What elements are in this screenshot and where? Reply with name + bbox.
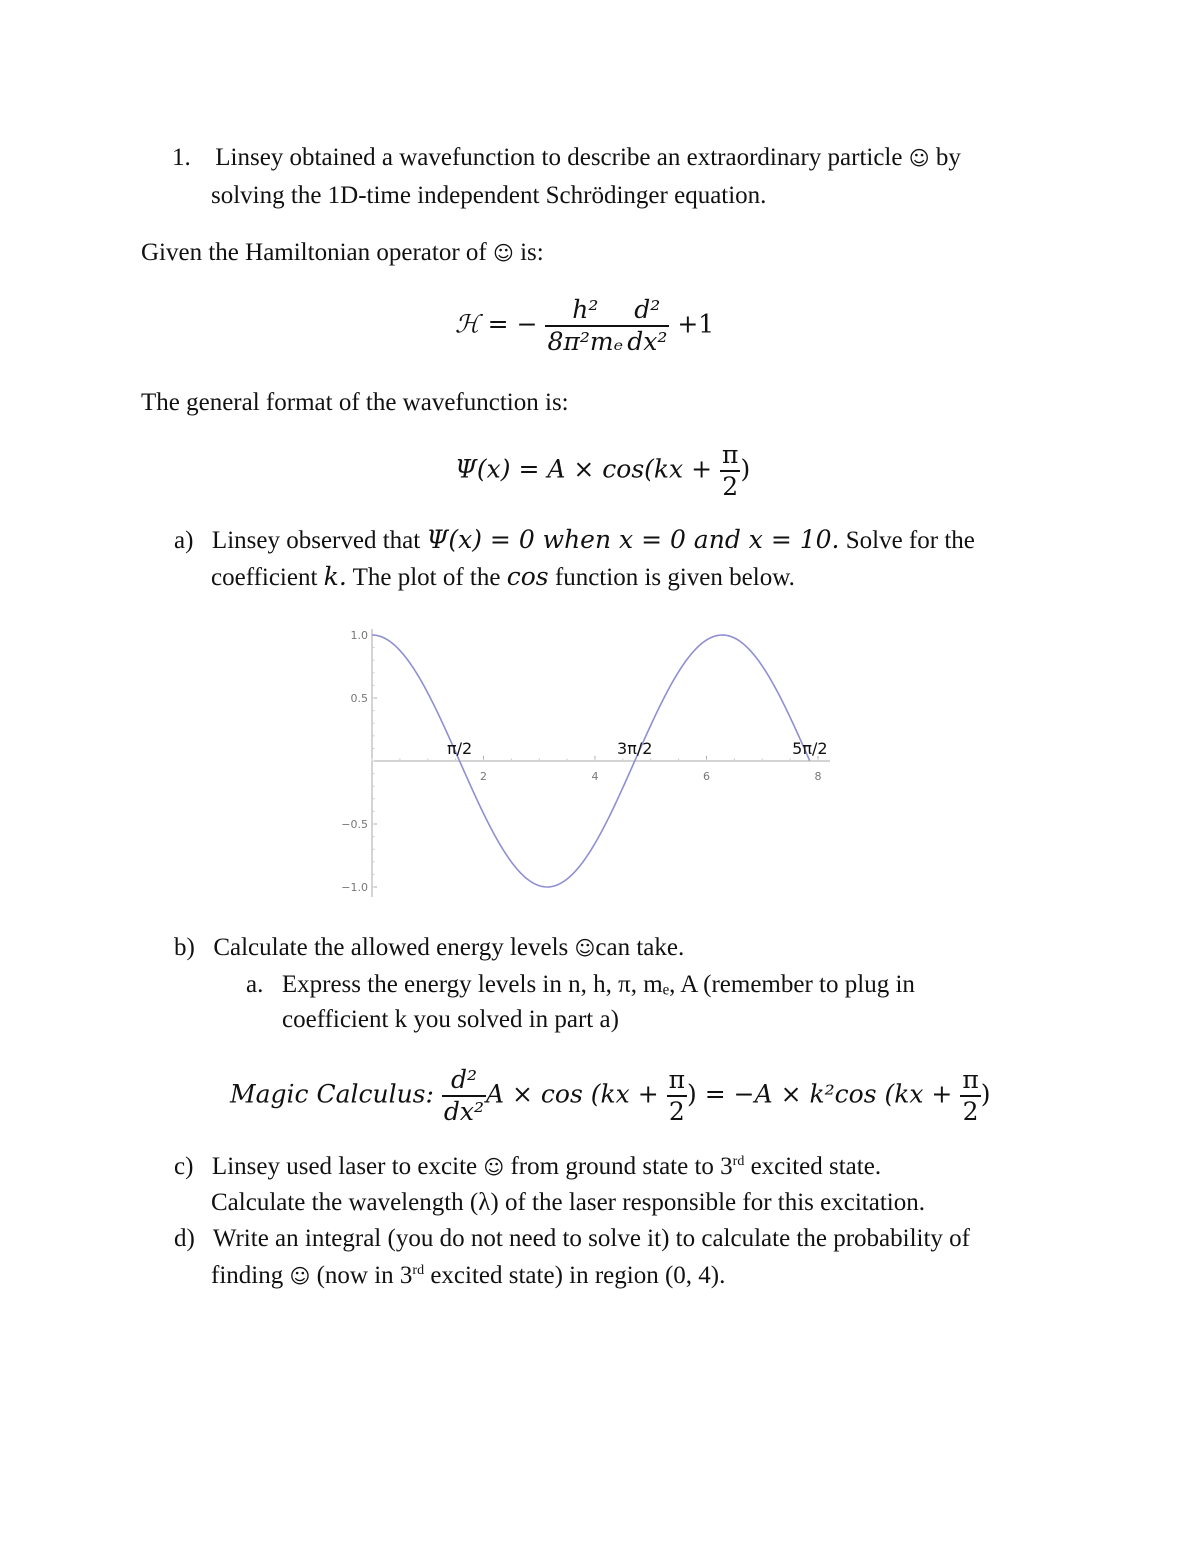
numerator: h² (572, 295, 599, 324)
magic-mid: A × cos (kx + (486, 1079, 659, 1109)
x-tick-label: 4 (591, 770, 599, 783)
x-tick-label: 8 (814, 770, 822, 783)
fraction-d2-over-dx2 (442, 1065, 486, 1127)
wavefunction-equation (455, 440, 750, 502)
numerator: d² (450, 1065, 477, 1094)
part-a-line1 (174, 525, 975, 556)
hamiltonian-intro (141, 238, 544, 268)
part-c-line1 (174, 1152, 881, 1182)
smiley-icon: ☺ (908, 146, 930, 170)
annotation-label: 3π/2 (617, 739, 653, 758)
plot-annotations (447, 739, 828, 758)
y-tick-label: −1.0 (341, 881, 368, 894)
superscript-rd: rd (732, 1154, 745, 1169)
coefficient-k: k. (323, 562, 347, 591)
fraction-pi-over-2 (667, 1065, 687, 1127)
part-b-label: b) (174, 934, 195, 961)
cos-plot (330, 615, 870, 905)
smiley-icon: ☺ (574, 936, 596, 960)
denominator: 2 (960, 1095, 980, 1127)
sub-label: a. (246, 971, 264, 998)
denominator: 8π²mₑ (547, 327, 624, 356)
part-c-text: Linsey used laser to excite (211, 1153, 478, 1180)
y-tick-label: −0.5 (341, 818, 368, 831)
question-number: 1. (172, 144, 191, 171)
closing-paren: ) (740, 454, 751, 484)
part-d-line2 (211, 1261, 725, 1291)
part-a-text: Linsey observed that (211, 527, 421, 554)
closing-paren: ) (980, 1079, 991, 1109)
equals-sign: = (487, 309, 509, 339)
y-tick-label: 0.5 (350, 692, 368, 705)
minus-sign: − (516, 309, 538, 339)
x-tick-label: 2 (480, 770, 487, 783)
hamiltonian-equation (455, 295, 714, 357)
annotation-label: π/2 (446, 739, 473, 758)
sub-text: Express the energy levels in n, h, π, mₑ, A (remember to plug in (281, 971, 915, 998)
part-b-text: Calculate the allowed energy levels (213, 934, 569, 961)
hamiltonian-intro-text: Given the Hamiltonian operator of (141, 239, 487, 266)
part-a-text-end: function is given below. (554, 564, 795, 591)
denominator: dx² (443, 1097, 485, 1126)
magic-calculus-label: Magic Calculus: (230, 1079, 434, 1109)
part-c-line2: Calculate the wavelength (λ) of the laser responsible for this excitation. (211, 1189, 925, 1216)
part-a-text-mid: The plot of the (352, 564, 501, 591)
question-text: Linsey obtained a wavefunction to describe an extraordinary particle (215, 144, 903, 171)
fraction-pi-over-2 (720, 440, 740, 502)
y-tick-label: 1.0 (350, 629, 368, 642)
denominator: 2 (720, 470, 740, 502)
smiley-icon: ☺ (492, 241, 514, 265)
numerator: π (962, 1065, 979, 1094)
part-a-math: Ψ(x) = 0 when x = 0 and x = 10. (426, 525, 840, 554)
plot-axes (372, 629, 830, 897)
closing-paren: ) (687, 1079, 697, 1109)
part-d-line1 (174, 1224, 970, 1254)
part-c-text-end: excited state. (750, 1153, 882, 1180)
magic-rhs: = −A × k²cos (kx + (704, 1079, 953, 1109)
part-d-text-end: excited state) in region (0, 4). (430, 1262, 726, 1289)
numerator: π (668, 1065, 686, 1094)
fraction-h2-over-8pi2me (545, 295, 625, 357)
plus-one: +1 (677, 309, 715, 339)
denominator: 2 (667, 1095, 687, 1127)
numerator: π (722, 440, 739, 469)
part-b-sub-line1 (246, 970, 915, 1000)
part-d-text: finding (211, 1262, 284, 1289)
part-d-text-mid: (now in 3 (316, 1262, 413, 1289)
question-text-end: by (935, 144, 961, 171)
part-a-text-end: Solve for the (845, 527, 975, 554)
cos-word: cos (506, 562, 549, 591)
part-b-line (174, 933, 684, 963)
part-d-label: d) (174, 1225, 195, 1252)
question-1-line1 (172, 143, 961, 173)
wavefunction-lhs: Ψ(x) = A × cos(kx + (455, 454, 713, 484)
part-b-sub-line2: coefficient k you solved in part a) (282, 1006, 619, 1033)
part-a-label: a) (174, 527, 194, 554)
part-b-text-end: can take. (595, 934, 685, 961)
part-a-text: coefficient (211, 564, 318, 591)
denominator: dx² (627, 327, 668, 356)
smiley-icon: ☺ (289, 1264, 311, 1288)
magic-calculus-equation (230, 1065, 991, 1127)
part-a-line2 (211, 562, 795, 593)
part-c-text-mid: from ground state to 3 (510, 1153, 733, 1180)
hamiltonian-symbol: ℋ (455, 309, 480, 339)
fraction-d2-over-dx2 (625, 295, 669, 357)
numerator: d² (634, 295, 661, 324)
annotation-label: 5π/2 (792, 739, 828, 758)
x-tick-label: 6 (703, 770, 710, 783)
superscript-rd: rd (412, 1263, 425, 1278)
part-c-label: c) (174, 1153, 194, 1180)
hamiltonian-intro-end: is: (520, 239, 544, 266)
wavefunction-intro: The general format of the wavefunction is: (141, 389, 569, 416)
smiley-icon: ☺ (483, 1155, 505, 1179)
fraction-pi-over-2 (960, 1065, 980, 1127)
part-d-text: Write an integral (you do not need to solve it) to calculate the probability of (212, 1225, 970, 1252)
question-1-line2: solving the 1D-time independent Schrödinger equation. (211, 182, 767, 209)
